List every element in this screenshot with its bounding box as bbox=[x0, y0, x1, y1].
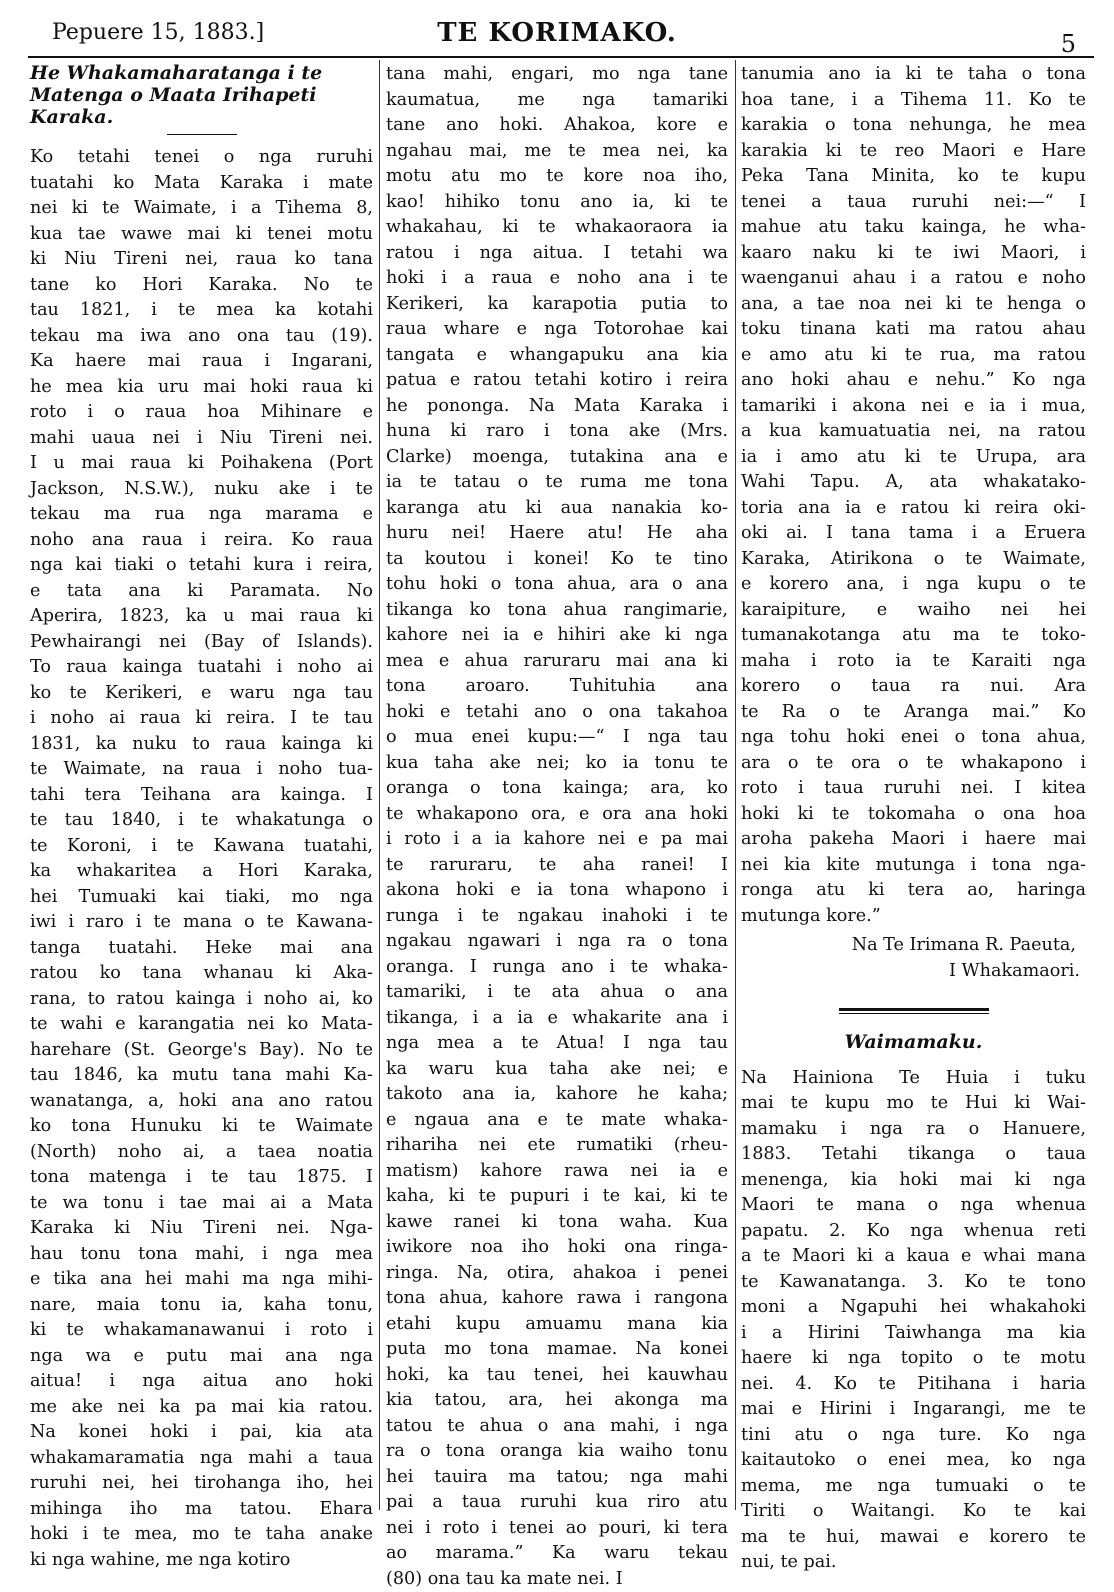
header-rule bbox=[28, 56, 1094, 58]
text-line: tohu hoki o tona ahua, ara o ana bbox=[386, 572, 728, 598]
text-line: kahore nei ia e hihiri ake ki nga bbox=[386, 623, 728, 649]
text-line: puta mo tona mamae. Na konei bbox=[386, 1337, 728, 1363]
text-line: toria ana ia e ratou ki reira oki- bbox=[741, 496, 1086, 522]
translator-role: I Whakamaori. bbox=[741, 959, 1086, 985]
text-line: ratou i nga aitua. I tetahi wa bbox=[386, 241, 728, 267]
text-line: ruruhi nei, hei tirohanga iho, hei bbox=[30, 1471, 373, 1497]
text-line: ngakau ngawari i nga ra o tona bbox=[386, 929, 728, 955]
text-line: aroha pakeha Maori i haere mai bbox=[741, 827, 1086, 853]
text-line: ronga atu ki tera ao, haringa bbox=[741, 878, 1086, 904]
text-line: Karaka, Atirikona o te Waimate, bbox=[741, 547, 1086, 573]
text-line: tangata e whangapuku ana kia bbox=[386, 343, 728, 369]
text-line: ki te whakamanawanui i roto i bbox=[30, 1318, 373, 1344]
text-line: maha i roto ia te Karaiti nga bbox=[741, 649, 1086, 675]
text-line: mahue atu taku kainga, he wha- bbox=[741, 215, 1086, 241]
text-line: matism) kahore rawa nei ia e bbox=[386, 1159, 728, 1185]
text-line: To raua kainga tuatahi i noho ai bbox=[30, 655, 373, 681]
text-line: hei Tumuaki kai tiaki, mo nga bbox=[30, 885, 373, 911]
text-line: hei tauira ma tatou; nga mahi bbox=[386, 1465, 728, 1491]
column-1 bbox=[30, 62, 373, 1512]
text-line: mai te kupu mo te Hui ki Wai- bbox=[741, 1091, 1086, 1117]
text-line: moni a Ngapuhi hei whakahoki bbox=[741, 1295, 1086, 1321]
text-line: tini atu o nga ture. Ko nga bbox=[741, 1423, 1086, 1449]
text-line: ki Niu Tireni nei, raua ko tana bbox=[30, 247, 373, 273]
text-line: nga kai tiaki o tetahi kura i reira, bbox=[30, 553, 373, 579]
text-line: ratou ko tana whanau ki Aka- bbox=[30, 961, 373, 987]
text-line: te Ra o te Aranga mai.” Ko bbox=[741, 700, 1086, 726]
text-line: mai e Hirini i Ingarangi, me te bbox=[741, 1397, 1086, 1423]
translator-signature: Na Te Irimana R. Paeuta, bbox=[741, 933, 1086, 959]
text-line: karaipiture, e waiho nei hei bbox=[741, 598, 1086, 624]
text-line: noho ana raua i reira. Ko raua bbox=[30, 528, 373, 554]
text-line: tau 1821, i te mea ka kotahi bbox=[30, 298, 373, 324]
text-line: me ake nei ka pa mai kia ratou. bbox=[30, 1395, 373, 1421]
text-line: mahi uaua nei i Niu Tireni nei. bbox=[30, 426, 373, 452]
text-line: ka waru kua taha ake nei; e bbox=[386, 1057, 728, 1083]
issue-date: Pepuere 15, 1883.] bbox=[52, 20, 264, 45]
text-line: tahi tera Teihana ara kainga. I bbox=[30, 783, 373, 809]
text-line: te Kawanatanga. 3. Ko te tono bbox=[741, 1270, 1086, 1296]
text-line: te wahi e karangatia nei ko Mata- bbox=[30, 1012, 373, 1038]
text-line: te raruraru, te aha ranei! I bbox=[386, 853, 728, 879]
text-line: nei ki te Waimate, i a Tihema 8, bbox=[30, 196, 373, 222]
text-line: Ko tetahi tenei o nga ruruhi bbox=[30, 145, 373, 171]
text-line: oranga. I runga ano i te whaka- bbox=[386, 955, 728, 981]
text-line: akona hoki e ia tona whapono i bbox=[386, 878, 728, 904]
text-line: kaaro naku ki te iwi Maori, i bbox=[741, 241, 1086, 267]
text-line: ano hoki ahau e nehu.” Ko nga bbox=[741, 368, 1086, 394]
text-line: a te Maori ki a kaua e whai mana bbox=[741, 1244, 1086, 1270]
text-line: huna ki raro i tona ake (Mrs. bbox=[386, 419, 728, 445]
text-line: nare, maia tonu ia, kaha tonu, bbox=[30, 1293, 373, 1319]
text-line: hoki i te mea, mo te taha anake bbox=[30, 1522, 373, 1548]
text-line: haere ki nga topito o te motu bbox=[741, 1346, 1086, 1372]
text-line: runga i te ngakau inahoki i te bbox=[386, 904, 728, 930]
text-line: hoki i a raua e noho ana i te bbox=[386, 266, 728, 292]
text-line: mutunga kore.” bbox=[741, 904, 1086, 930]
text-line: mea e ahua raruraru mai ana ki bbox=[386, 649, 728, 675]
text-line: kua tae wawe mai ki tenei motu bbox=[30, 222, 373, 248]
text-line: e ngaua ana e te mate whaka- bbox=[386, 1108, 728, 1134]
text-line: nei kia kite mutunga i tona nga- bbox=[741, 853, 1086, 879]
text-line: te whakapono ora, e ora ana hoki bbox=[386, 802, 728, 828]
text-line: te Waimate, na raua i noho tua- bbox=[30, 757, 373, 783]
text-line: mamaku i nga ra o Hanuere, bbox=[741, 1117, 1086, 1143]
column-2 bbox=[386, 62, 728, 1512]
text-line: Clarke) moenga, tutakina ana e bbox=[386, 445, 728, 471]
text-line: te wa tonu i tae mai ai a Mata bbox=[30, 1191, 373, 1217]
text-line: takoto ana ia, kahore he kaha; bbox=[386, 1082, 728, 1108]
text-line: tanga tuatahi. Heke mai ana bbox=[30, 936, 373, 962]
text-line: menenga, kia hoki mai ki nga bbox=[741, 1168, 1086, 1194]
text-line: te Koroni, i te Kawana tuatahi, bbox=[30, 834, 373, 860]
text-line: kawe ranei ki tona waha. Kua bbox=[386, 1210, 728, 1236]
text-line: nga mea a te Atua! I nga tau bbox=[386, 1031, 728, 1057]
text-line: ta koutou i konei! Ko te tino bbox=[386, 547, 728, 573]
text-line: e tika ana hei mahi ma nga mihi- bbox=[30, 1267, 373, 1293]
text-line: tamariki, i te ata ahua o ana bbox=[386, 980, 728, 1006]
text-line: he mea kia uru mai hoki raua ki bbox=[30, 375, 373, 401]
text-line: kaumatua, me nga tamariki bbox=[386, 88, 728, 114]
text-line: kia tatou, ara, hei akonga ma bbox=[386, 1388, 728, 1414]
text-line: motu atu mo te kore noa iho, bbox=[386, 164, 728, 190]
text-line: tane ko Hori Karaka. No te bbox=[30, 273, 373, 299]
column-divider bbox=[735, 60, 736, 1510]
text-line: raua whare e nga Totorohae kai bbox=[386, 317, 728, 343]
text-line: nui, te pai. bbox=[741, 1550, 1086, 1576]
text-line: nei. 4. Ko te Pitihana i haria bbox=[741, 1372, 1086, 1398]
section-divider bbox=[839, 1008, 989, 1014]
text-line: te tau 1840, i te whakatunga o bbox=[30, 808, 373, 834]
text-line: e amo atu ki te rua, ma ratou bbox=[741, 343, 1086, 369]
text-line: tona matenga i te tau 1875. I bbox=[30, 1165, 373, 1191]
text-line: nga wa e putu mai ana nga bbox=[30, 1344, 373, 1370]
text-line: kaha, ki te pupuri i te kai, ki te bbox=[386, 1184, 728, 1210]
text-line: karakia ki te reo Maori e Hare bbox=[741, 139, 1086, 165]
text-line: hoa tane, i a Tihema 11. Ko te bbox=[741, 88, 1086, 114]
text-line: iwikore noa iho hoki ona ringa- bbox=[386, 1235, 728, 1261]
section-title-waimamaku: Waimamaku. bbox=[741, 1030, 1086, 1056]
text-line: ao marama.” Ka waru tekau bbox=[386, 1541, 728, 1567]
text-line: harehare (St. George's Bay). No te bbox=[30, 1038, 373, 1064]
newspaper-masthead: TE KORIMAKO. bbox=[0, 18, 1114, 48]
text-line: tau 1846, ka mutu tana mahi Ka- bbox=[30, 1063, 373, 1089]
text-line: tona aroaro. Tuhituhia ana bbox=[386, 674, 728, 700]
text-line: tenei a taua ruruhi nei:—“ I bbox=[741, 190, 1086, 216]
text-line: Peka Tana Minita, ko te kupu bbox=[741, 164, 1086, 190]
page-number: 5 bbox=[1061, 30, 1076, 58]
text-line: papatu. 2. Ko nga whenua reti bbox=[741, 1219, 1086, 1245]
text-line: ngahau mai, me te mea nei, ka bbox=[386, 139, 728, 165]
text-line: karakia o tona nehunga, he mea bbox=[741, 113, 1086, 139]
text-line: hau tonu tona mahi, i nga mea bbox=[30, 1242, 373, 1268]
text-line: roto i o raua hoa Mihinare e bbox=[30, 400, 373, 426]
text-line: ma te hui, mawai e korero te bbox=[741, 1525, 1086, 1551]
text-line: oranga o tona kainga; ara, ko bbox=[386, 776, 728, 802]
text-line: whakamaramatia nga mahi a taua bbox=[30, 1446, 373, 1472]
text-line: nei i roto i tenei ao pouri, ki tera bbox=[386, 1516, 728, 1542]
text-line: etahi kupu amuamu mana kia bbox=[386, 1312, 728, 1338]
text-line: kaitautoko o enei mea, ko nga bbox=[741, 1448, 1086, 1474]
text-line: he pononga. Na Mata Karaka i bbox=[386, 394, 728, 420]
text-line: mihinga iho ma tatou. Ehara bbox=[30, 1497, 373, 1523]
column-divider bbox=[379, 60, 380, 1510]
text-line: tikanga ko tona ahua rangimarie, bbox=[386, 598, 728, 624]
text-line: iwi i raro i te mana o te Kawana- bbox=[30, 910, 373, 936]
text-line: Na Hainiona Te Huia i tuku bbox=[741, 1066, 1086, 1092]
text-line: tuatahi ko Mata Karaka i mate bbox=[30, 171, 373, 197]
text-line: tikanga, i a ia e whakarite ana i bbox=[386, 1006, 728, 1032]
text-line: Maori te mana o nga whenua bbox=[741, 1193, 1086, 1219]
text-line: waenganui ahau i a ratou e noho bbox=[741, 266, 1086, 292]
text-line: tekau ma rua nga marama e bbox=[30, 502, 373, 528]
text-line: (North) noho ai, a taea noatia bbox=[30, 1140, 373, 1166]
text-line: i roto i a ia kahore nei e pa mai bbox=[386, 827, 728, 853]
text-line: ka whakaritea a Hori Karaka, bbox=[30, 859, 373, 885]
text-line: tanumia ano ia ki te taha o tona bbox=[741, 62, 1086, 88]
text-line: tane ano hoki. Ahakoa, kore e bbox=[386, 113, 728, 139]
text-line: tona ahua, kahore rawa i rangona bbox=[386, 1286, 728, 1312]
text-line: tumanakotanga atu ma te toko- bbox=[741, 623, 1086, 649]
text-line: ia i amo atu ki te Urupa, ara bbox=[741, 445, 1086, 471]
text-line: 1831, ka nuku to raua kainga ki bbox=[30, 732, 373, 758]
text-line: i noho ai raua ki reira. I te tau bbox=[30, 706, 373, 732]
text-line: whakahau, ki te whakaoraora ia bbox=[386, 215, 728, 241]
text-line: Wahi Tapu. A, ata whakatako- bbox=[741, 470, 1086, 496]
text-line: tekau ma iwa ano ona tau (19). bbox=[30, 324, 373, 350]
text-line: pai a taua ruruhi kua riro atu bbox=[386, 1490, 728, 1516]
text-line: karanga atu ki aua nanakia ko- bbox=[386, 496, 728, 522]
text-line: i a Hirini Taiwhanga ma kia bbox=[741, 1321, 1086, 1347]
text-line: ko te Kerikeri, e waru nga tau bbox=[30, 681, 373, 707]
text-line: hoki ki te tokomaha o ona hoa bbox=[741, 802, 1086, 828]
text-line: tana mahi, engari, mo nga tane bbox=[386, 62, 728, 88]
text-line: huru nei! Haere atu! He aha bbox=[386, 521, 728, 547]
article-body-col3 bbox=[741, 62, 1086, 929]
text-line: kua taha ake nei; ko ia tonu te bbox=[386, 751, 728, 777]
text-line: ara o te ora o te whakapono i bbox=[741, 751, 1086, 777]
text-line: nga tohu hoki enei o tona ahua, bbox=[741, 725, 1086, 751]
text-line: rana, to ratou kainga i noho ai, ko bbox=[30, 987, 373, 1013]
article-body-waimamaku bbox=[741, 1066, 1086, 1576]
text-line: e tata ana ki Paramata. No bbox=[30, 579, 373, 605]
text-line: mema, me nga tumuaki o te bbox=[741, 1474, 1086, 1500]
column-3 bbox=[741, 62, 1086, 1512]
text-line: kao! hihiko tonu ano ia, ki te bbox=[386, 190, 728, 216]
text-line: Pewhairangi nei (Bay of Islands). bbox=[30, 630, 373, 656]
text-line: aitua! i nga aitua ano hoki bbox=[30, 1369, 373, 1395]
title-rule bbox=[167, 134, 237, 135]
text-line: hoki, ka tau tenei, hei kauwhau bbox=[386, 1363, 728, 1389]
page-header bbox=[0, 0, 1114, 60]
text-line: hoki e tetahi ano o ona takahoa bbox=[386, 700, 728, 726]
text-line: Kerikeri, ka karapotia putia to bbox=[386, 292, 728, 318]
text-line: ki nga wahine, me nga kotiro bbox=[30, 1548, 373, 1574]
text-line: (80) ona tau ka mate nei. I bbox=[386, 1567, 728, 1592]
text-line: ana, a tae noa nei ki te henga o bbox=[741, 292, 1086, 318]
article-body-col1 bbox=[30, 145, 373, 1573]
text-line: e korero ana, i nga kupu o te bbox=[741, 572, 1086, 598]
text-line: Aperira, 1823, ka u mai raua ki bbox=[30, 604, 373, 630]
text-line: Karaka ki Niu Tireni nei. Nga- bbox=[30, 1216, 373, 1242]
text-line: toku tinana kati ma ratou ahau bbox=[741, 317, 1086, 343]
text-line: ia te tatau o te ruma me tona bbox=[386, 470, 728, 496]
article-title: He Whakamaharatanga i te Matenga o Maata Irihapeti Karaka. bbox=[30, 62, 373, 128]
text-line: korero o taua ra nui. Ara bbox=[741, 674, 1086, 700]
article-body-col2 bbox=[386, 62, 728, 1592]
text-line: tatou te ahua o ana mahi, i nga bbox=[386, 1414, 728, 1440]
text-line: Jackson, N.S.W.), nuku ake i te bbox=[30, 477, 373, 503]
text-line: Na konei hoki i pai, kia ata bbox=[30, 1420, 373, 1446]
text-line: Ka haere mai raua i Ingarani, bbox=[30, 349, 373, 375]
text-line: tamariki i akona nei e ia i mua, bbox=[741, 394, 1086, 420]
text-line: oki ai. I tana tama i a Eruera bbox=[741, 521, 1086, 547]
text-line: patua e ratou tetahi kotiro i reira bbox=[386, 368, 728, 394]
text-line: o mua enei kupu:—“ I nga tau bbox=[386, 725, 728, 751]
text-line: ringa. Na, otira, ahakoa i penei bbox=[386, 1261, 728, 1287]
text-line: I u mai raua ki Poihakena (Port bbox=[30, 451, 373, 477]
text-line: 1883. Tetahi tikanga o taua bbox=[741, 1142, 1086, 1168]
text-line: ra o tona oranga kia waiho tonu bbox=[386, 1439, 728, 1465]
text-line: a kua kamuatuatia nei, na ratou bbox=[741, 419, 1086, 445]
text-line: Tiriti o Waitangi. Ko te kai bbox=[741, 1499, 1086, 1525]
text-line: ko tona Hunuku ki te Waimate bbox=[30, 1114, 373, 1140]
text-line: wanatanga, a, hoki ana ano ratou bbox=[30, 1089, 373, 1115]
text-line: roto i taua ruruhi nei. I kitea bbox=[741, 776, 1086, 802]
text-line: rihariha nei ete rumatiki (rheu- bbox=[386, 1133, 728, 1159]
